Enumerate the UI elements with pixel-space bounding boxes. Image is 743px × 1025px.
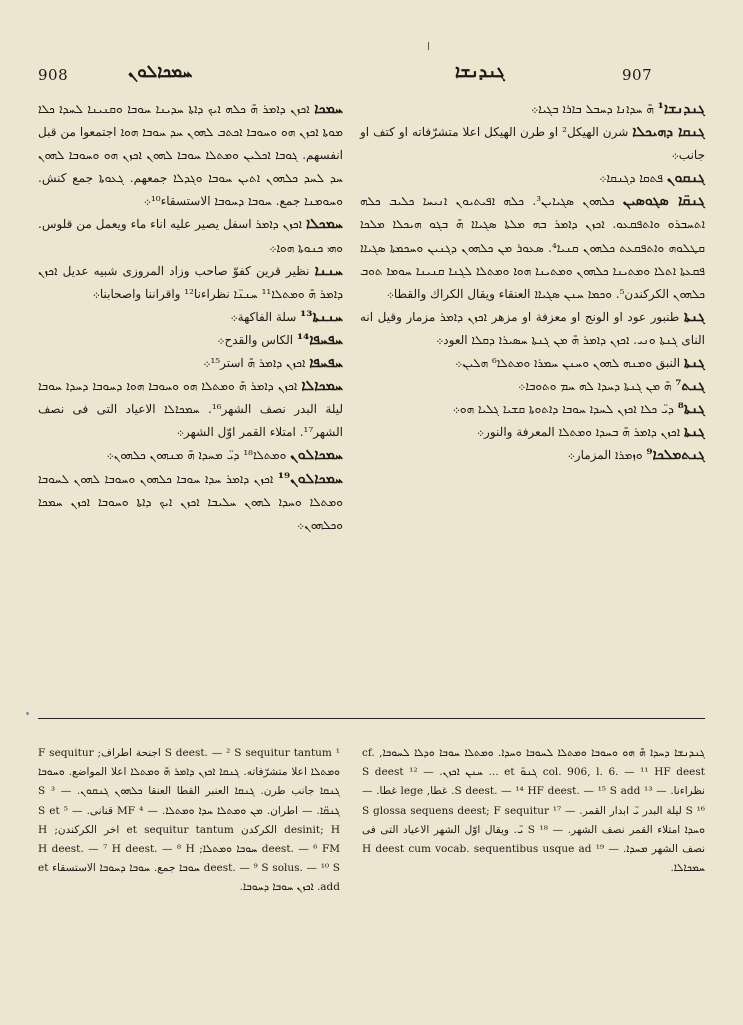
entry-text: ܐܟܙܢ ܕܐܡܪ اسفل يصير عليه اناء ماء ويعمل من قلوس. ܘܗܝ ܟܢܘܬܐ ܗܘܐ܀ (38, 217, 343, 255)
dictionary-entry (38, 306, 343, 329)
entry-text: نظير قرين كفوّ صاحب وزاد المروزى شبيه عديل ܐܟܙܢ ܕܐܡܪ ܗ̄ ܘܡܬܠܐ¹¹ ܚܢܢ̈ܐ نظراءنا¹² واقراننا واصحابنا܀ (38, 263, 343, 301)
left-running-head: ܚܡܟܐܠܘܢ (128, 62, 193, 82)
dictionary-entry (360, 421, 705, 444)
headword: ܚܦܚܦܐ¹⁴ (296, 331, 343, 348)
headword: ܓܢܩܐ ܕܗܝܟܠܐ (632, 124, 705, 141)
left-column (38, 98, 343, 537)
headword: ܓܢܬܡܠܟܐ⁹ (646, 447, 705, 464)
entry-text: ܐܟܙܢ ܕܐܡܪ ܗ̄ استر¹⁵܀ (203, 356, 306, 371)
headword: ܓܢܕܢܫܐ¹ (657, 101, 705, 117)
dictionary-entry (38, 213, 343, 259)
entry-text: ܦܬܩܐ ܕܓܢܩܐ܀ (599, 171, 664, 186)
footnotes-right: ܓܢܕܢܫܐ ܕܚܕܐ ܗ̄ ܗܘ ܘܚܘܒܐ ܘܡܬܠܐ ܠܚܘܒܐ ܘܚܕܐ. ܘܡܬܠܐ ܚܘܒܐ ܘܕܠܐ ܠܚܘܒܐ, cf. col. 906, l. 6. — ¹¹ HF deest ܓܢܘ̈ et ... ܚܢܢ ܐܟܙܢ. — ¹² S deest نظراءنا. — ¹³ S deest. — ¹⁴ HF deest. — ¹⁵ S add. غطا, lege غطا. — ¹⁶ S ليلة البدر ܝ̈ ابدار القمر. — ¹⁷ S glossa sequens deest; F sequitur ܘܚܕܐ امتلاء القمر نصف الشهر. — ¹⁸ S ܝ̈. ويقال اوّل الشهر الاعياد التى فى نصف الشهر ܡܚܕܐ. — ¹⁹ H deest cum vocab. sequentibus usque ad ܚܡܟܐܠܐ. (362, 747, 706, 875)
entry-text: ܐܟܙܢ ܕܐܡܪ ܗ̄ ܒܚܕܐ ܘܡܬܠܐ المعرفة والنور܀ (476, 425, 681, 440)
dictionary-entry (360, 375, 705, 398)
headword: ܓܢܬܐ (683, 424, 705, 441)
entry-text: طنبور عود او الونج او معزفة او مزهر ܐܟܙܢ ܕܐܡܪ مزمار وقيل انه الناى ܓܢܬܐ ܘܢܝ. ܐܟܙܢ ܕܐܡܪ ܗ̄ ܡܢ ܓܢܬܐ ܚܣܝܪܐ ܕܩܠܐ العود܀ (360, 309, 705, 347)
dictionary-entry (360, 121, 705, 167)
margin-mark (428, 42, 429, 50)
right-running-head: ܓܢܕܢܫܐ (455, 62, 505, 82)
entry-text: ܗ̄ ܡܢ ܓܢܬܐ ܕܚܕܐ ܠܗ ܚܡ ܘܬܘܒܐ܀ (518, 379, 672, 394)
dictionary-entry (38, 329, 343, 352)
dictionary-entry (360, 398, 705, 421)
headword: ܚܦܚܦܐ (309, 355, 343, 372)
dictionary-entry (360, 190, 705, 305)
entry-text: ܘܡܬܠܐ¹⁸ ܕܝ̈ ܡܚܕܐ ܗ̄ ܡܢܗܘܢ ܟܠܗܘܢ܀ (106, 448, 287, 463)
entry-text: ܐܟܙܢ ܕܐܡܪ ܗ̄ ܟܠܗ ܐܝܟ ܕܐܬܐ ܚܕܝܢܐ ܚܘܒܐ ܘܩܢܝܢܐ ܠܚܕܐ ܟܠܐ ܡܘܬܐ ܐܟܙܢ ܗܘ ܘܚܘܒܐ ܐܟܬܒ ܠܗܘܢ ܚܕ ܚܘܒܐ ܗܘܐ اجتمعوا من قبل انفسهم. ܓܘܒܐ ܐܟܠܝܢ ܘܡܬܠܐ ܚܘܒܐ ܠܗܘܢ ܐܟܙܢ ܗܘ ܘܚܘܒܐ ܠܗܘܢ ܚܕ ܠܚܕ ܟܠܗܘܢ ܐܬܝܢ ܚܘܒܐ ܘܓܕܠܐ جمعهم. ܓܥܘܬܐ جمع كنش. ܘܚܘܡܢܐ جمع. ܚܘܒܐ ܕܚܘܒܐ الاستسقاء¹⁰܀ (38, 102, 343, 209)
footnotes-left: ¹ S deest. — ² S sequitur tantum اجنحة اطراف; F sequitur ܘܡܬܠܐ اعلا متشرّفاته. ܓܢܩܐ ܐܟܙܢ ܕܐܡܪ ܗ̄ ܘܡܬܠܐ اعلا المواضع. ܘܚܘܒܐ ܓܢܩܐ جانب طرن. ܓܢܩܐ العنبر القطا العنقا ܟܠܗܘܢ ܓܢܩܘܢ. — ³ S ܓܢܩ̈ܐ. — اطران. ܡܢ ܘܡܬܠܐ ܚܕܐ ܘܡܬܠܐ. — ⁴ MF قنانى. — ⁵ S et desinit; H الكركدن et sequitur tantum اخر الكركندن; H deest. — ⁶ FM ܚܘܒܐ ܘܡܬܠܐ; H deest. — ⁷ H deest. — ⁸ H deest. — ⁹ S solus. — ¹⁰ S ܚܘܒܐ جمع. ܚܘܒܐ ܕܚܘܒܐ الاستسقاء et add. ܐܟܙܢ ܚܘܒܐ ܕܚܘܒܐ. (38, 747, 341, 894)
dictionary-entry (38, 260, 343, 306)
entry-text: ܐܟܙܢ ܕܐܡܪ ܗ̄ ܘܡܬܠܐ ܗܘ ܘܚܘܒܐ ܗܘܐ ܕܚܘܒܐ ܕܚܕܐ ܚܘܒܐ ليلة البدر نصف الشهر¹⁶. ܚܡܟܐܠܐ الاعياد التى فى نصف الشهر¹⁷. امتلاء القمر اوّل الشهر܀ (38, 379, 343, 440)
footnote-rule (38, 718, 705, 719)
entry-text: ܕܝ̈ ܟܠܐ ܐܟܙܢ ܠܚܕܐ ܚܘܒܐ ܕܐܬܘܬܐ ܩܫܝܐ ܓܠܝܐ ܗܘ܀ (452, 402, 674, 417)
right-page-number: 907 (622, 66, 653, 84)
left-page-number: 908 (38, 66, 69, 84)
headword: ܚܡܟܐܠܘܢ¹⁹ (277, 470, 343, 487)
dictionary-entry (360, 352, 705, 375)
headword: ܓܢܬ⁷ (675, 378, 705, 395)
dictionary-entry (360, 306, 705, 352)
headword: ܚܢܢܐ (314, 262, 343, 279)
dictionary-entry (360, 167, 705, 190)
headword: ܓܢܬܐ (683, 308, 705, 325)
entry-text: النبق ܘܡܢܗ ܠܗܘܢ ܘܚܢܢ ܚܡܪܐ ܘܡܬܠܐ⁶ ܗܠܝܢ܀ (455, 356, 681, 371)
entry-text: ܟܠܗܘܢ ܣܓܝܐܝܢ³. ܟܠܗ ܐܦܝܬܝܘܢ ܐܢܝܚܐ ܟܠܝܒ ܟܠܗ ܐܬܚܒܪܘ ܘܐܬܦܩܥܘ. ܐܟܙܢ ܕܐܡܪ ܒܗ ܡܠܬܐ ܣܓܝܐܐ ܗ̄ ܒܓܘ ܗܝܟܠܐ ܡܠܟܐ ܩܛܠܘܗ ܘܐܬܦܩܥܬ ܟܠܗܘܢ ܩܢܝܐ⁴. ܣܥܘܪ ܡܢ ܟܠܗܘܢ ܕܓܢܝܢ ܘܚܟܡܬܐ ܣܓܝܐܐ ܦܩܥܬܐ ܐܬܠܐ ܘܡܬܝܢܐ ܟܠܗܘܢ ܘܡܬܝܢܐ ܗܘܐ ܘܡܬܠܐ ܠܓܢܐ ܩܢܝܢܐ ܚܘܡܐ ܬܘܒ ܟܠܗܘܢ الكركندن⁵. ܘܟܡܐ ܚܢܢ ܣܓܝܐܐ العنقاء ويقال الكراك والقطا܀ (360, 194, 705, 301)
dictionary-entry (38, 98, 343, 213)
dictionary-entry (38, 444, 343, 467)
entry-text: سلة الفاكهة܀ (230, 309, 297, 324)
margin-dot (26, 712, 29, 715)
headword: ܓܢܬܐ⁸ (677, 401, 705, 418)
headword: ܚܡܟܐܠܐ (301, 378, 343, 395)
entry-text: ܗ̄ ܚܕܐܢܐ ܕܚܒܠ ܒܐܪܐ ܒܓܝܐ܀ (530, 102, 654, 116)
dictionary-entry (38, 468, 343, 537)
entry-text: الكاس والقدح܀ (217, 332, 294, 347)
headword: ܚܡܟܐ (314, 101, 343, 117)
headword: ܚܡܟܐܠܘܢ (290, 447, 343, 464)
headword: ܚܡܟܠܐ (305, 216, 343, 233)
right-column (360, 98, 705, 468)
headword: ܚܢܢܬܐ¹³ (300, 308, 343, 325)
entry-text: ܘܙܡܪܐ المزمار܀ (567, 448, 643, 463)
dictionary-entry (360, 98, 705, 121)
entry-text: شرن الهيكل² او طرن الهيكل اعلا متشرّفاته او كتف او جانب܀ (360, 125, 705, 163)
headword: ܓܢܩܘܢ (666, 170, 705, 187)
dictionary-entry (38, 375, 343, 444)
entry-text: ܐܟܙܢ ܕܐܡܪ ܚܕܐ ܚܘܒܐ ܟܠܗܘܢ ܘܚܘܒܐ ܠܗܘܢ ܠܚܘܒܐ ܘܡܬܠܐ ܘܚܕܐ ܠܗܘܢ ܚܠܝܒܐ ܐܟܙܢ ܐܝܟ ܕܐܬܐ ܘܚܘܒܐ ܐܟܙܢ ܚܡܟܐ ܘܟܠܗܘܢ܀ (38, 471, 343, 532)
headword: ܓܢܬܐ (683, 355, 705, 372)
dictionary-entry (360, 444, 705, 467)
headword: ܓܢܩ̈ܐ ܣܓܘܣܝܢ (622, 193, 705, 210)
dictionary-entry (38, 352, 343, 375)
